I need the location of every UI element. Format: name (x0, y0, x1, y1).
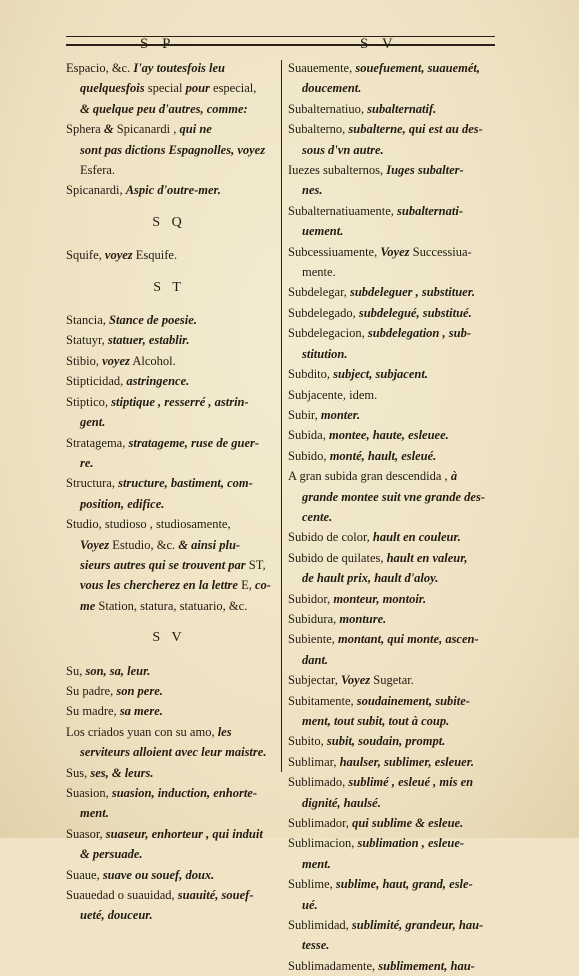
dictionary-entry (66, 371, 272, 391)
dictionary-entry (66, 722, 272, 763)
french-gloss: ué. (302, 897, 318, 912)
french-gloss: position, edifice. (80, 496, 165, 511)
dictionary-entry (288, 629, 493, 670)
dictionary-entry (66, 885, 272, 926)
dictionary-entry (66, 783, 272, 824)
entry-line (66, 514, 272, 534)
french-gloss: Aspic d'outre-mer. (125, 183, 221, 198)
french-gloss: sublimement, hau- (378, 958, 475, 973)
french-gloss: sieurs autres qui se trouvent par (80, 557, 246, 572)
entry-line (288, 589, 493, 609)
entry-line (66, 681, 272, 701)
dictionary-entry (288, 466, 493, 527)
entry-line (66, 371, 272, 391)
entry-line (66, 330, 272, 350)
dictionary-entry (288, 731, 493, 751)
french-gloss: monté, hault, esleué. (329, 448, 437, 463)
spanish-headword: Sublimidad, (288, 918, 352, 933)
entry-line (288, 895, 493, 915)
dictionary-entry (66, 701, 272, 721)
french-gloss: ueté, douceur. (80, 908, 153, 923)
dictionary-entry (288, 833, 493, 874)
entry-line (66, 119, 272, 139)
dictionary-entry (288, 99, 493, 119)
dictionary-entry (288, 385, 493, 405)
spanish-headword: Suaue, (66, 867, 103, 882)
french-gloss: pour (185, 81, 210, 96)
dictionary-entry (288, 956, 493, 976)
dictionary-entry (288, 670, 493, 690)
spanish-headword: Los criados yuan con su amo, (66, 724, 218, 739)
spanish-headword: Subalternatiuamente, (288, 203, 397, 218)
entry-line (66, 701, 272, 721)
entry-line (288, 364, 493, 384)
french-gloss: subdelegation , sub- (367, 326, 471, 341)
french-gloss: cente. (302, 509, 333, 524)
entry-line (66, 535, 272, 555)
french-gloss: uement. (302, 224, 344, 239)
spanish-headword: Espacio, &c. (66, 61, 134, 75)
spanish-headword: Subdelegado, (288, 305, 359, 320)
french-gloss: subit, soudain, prompt. (326, 734, 446, 749)
entry-line (66, 885, 272, 905)
french-gloss: qui ne (179, 122, 212, 137)
french-gloss: suaseur, enhorteur , qui induit (105, 826, 263, 841)
dictionary-entry (288, 548, 493, 589)
french-gloss: dant. (302, 652, 329, 667)
french-gloss: tesse. (302, 938, 330, 953)
column-divider (281, 60, 282, 772)
entry-line (288, 446, 493, 466)
entry-line (288, 385, 493, 405)
french-gloss: voyez (102, 353, 130, 368)
entry-line (288, 262, 493, 282)
entry-line (288, 242, 493, 262)
entry-line (66, 824, 272, 844)
dictionary-entry (288, 323, 493, 364)
spanish-headword: Iuezes subalternos, (288, 163, 387, 178)
spanish-headword: Subidura, (288, 611, 340, 626)
dictionary-entry (288, 691, 493, 732)
spanish-headword: Sus, (66, 765, 91, 780)
spanish-headword: mente. (302, 265, 336, 280)
entry-line (288, 670, 493, 690)
dictionary-entry (66, 330, 272, 350)
entry-line (288, 99, 493, 119)
entry-line (288, 344, 493, 364)
french-gloss: hault en couleur. (372, 530, 461, 545)
french-gloss: les (217, 724, 232, 739)
spanish-headword: Sublimador, (288, 816, 353, 831)
french-gloss: suasion, induction, enhorte- (111, 786, 258, 800)
french-gloss: Voyez (80, 537, 110, 552)
french-gloss: me (80, 598, 96, 613)
header-rule-thin (66, 36, 495, 37)
entry-line (66, 661, 272, 681)
french-gloss: qui sublime & esleue. (352, 816, 464, 831)
dictionary-entry (66, 763, 272, 783)
dictionary-entry (66, 433, 272, 474)
spanish-headword: Sphera (66, 122, 104, 137)
entry-line (288, 78, 493, 98)
running-head-right: S V (360, 36, 398, 52)
spanish-headword: Esfera. (80, 163, 116, 178)
entry-line (288, 119, 493, 139)
spanish-headword: Subjectar, (288, 673, 341, 688)
french-gloss: re. (80, 455, 94, 470)
french-gloss: sa mere. (119, 704, 163, 719)
french-gloss: astringence. (126, 374, 190, 389)
dictionary-entry (288, 242, 493, 283)
entry-line (288, 711, 493, 731)
spanish-headword: Subidor, (288, 591, 334, 606)
french-gloss: voyez (104, 248, 133, 263)
french-gloss: ment. (302, 856, 331, 871)
entry-line (288, 160, 493, 180)
entry-line (288, 956, 493, 976)
entry-line (66, 58, 272, 78)
french-gloss: quelquesfois (80, 81, 145, 96)
french-gloss: subalterne, qui est au des- (348, 122, 483, 137)
dictionary-entry (66, 681, 272, 701)
french-gloss: gent. (80, 415, 106, 430)
entry-line (288, 466, 493, 486)
dictionary-entry (288, 874, 493, 915)
entry-line (288, 650, 493, 670)
entry-line (66, 763, 272, 783)
entry-line (288, 813, 493, 833)
spanish-headword: Structura, (66, 476, 119, 491)
dictionary-entry (288, 752, 493, 772)
french-gloss: & quelque peu d'autres, comme: (80, 101, 248, 116)
spanish-headword: Sugetar. (370, 673, 414, 688)
spanish-headword: Suasor, (66, 826, 106, 841)
entry-line (66, 310, 272, 330)
french-gloss: montant, qui monte, ascen- (338, 632, 479, 647)
dictionary-entry (288, 589, 493, 609)
entry-line (288, 874, 493, 894)
entry-line (288, 568, 493, 588)
french-gloss: sont pas dictions Espagnolles, voyez (80, 142, 266, 157)
french-gloss: suave ou souef, doux. (102, 867, 215, 882)
entry-line (288, 935, 493, 955)
spanish-headword: Su padre, (66, 683, 117, 698)
french-gloss: subalternati- (397, 203, 463, 218)
spanish-headword: Subito, (288, 734, 327, 749)
entry-line (66, 392, 272, 412)
french-gloss: suauité, souef- (177, 888, 254, 903)
dictionary-entry (66, 661, 272, 681)
spanish-headword: Spicanardi, (66, 183, 126, 198)
running-head-left: S P (140, 36, 176, 52)
french-gloss: Voyez (380, 244, 410, 259)
french-gloss: son, sa, leur. (85, 663, 151, 678)
entry-line (288, 507, 493, 527)
french-gloss: & ainsi plu- (178, 537, 241, 552)
entry-line (288, 282, 493, 302)
dictionary-entry (66, 473, 272, 514)
dictionary-entry (66, 58, 272, 119)
french-gloss: montee, haute, esleuee. (328, 428, 449, 443)
dictionary-entry (66, 514, 272, 616)
french-gloss: hault en valeur, (386, 550, 468, 565)
entry-line (66, 453, 272, 473)
entry-line (66, 742, 272, 762)
dictionary-entry (288, 58, 493, 99)
dictionary-entry (288, 201, 493, 242)
spanish-headword: Statuyr, (66, 333, 108, 348)
french-gloss: dignité, haulsé. (302, 795, 381, 810)
dictionary-entry (66, 824, 272, 865)
dictionary-entry (66, 310, 272, 330)
spanish-headword: Stratagema, (66, 435, 129, 450)
spanish-headword: Su madre, (66, 704, 120, 719)
spanish-headword: Stancia, (66, 313, 110, 328)
entry-line (288, 221, 493, 241)
spanish-headword: Sublime, (288, 877, 336, 892)
spanish-headword: Subalterno, (288, 122, 349, 137)
right-column (288, 58, 493, 976)
spanish-headword: Subcessiuamente, (288, 244, 381, 259)
spanish-headword: Alcohol. (129, 353, 176, 368)
entry-line (66, 722, 272, 742)
spanish-headword: Suasion, (66, 786, 112, 800)
entry-line (66, 905, 272, 925)
french-gloss: I'ay toutesfois leu (133, 61, 226, 75)
french-gloss: Iuges subalter- (386, 163, 464, 178)
entry-line (288, 140, 493, 160)
dictionary-entry (288, 119, 493, 160)
french-gloss: grande montee suit vne grande des- (302, 489, 485, 504)
entry-line (288, 833, 493, 853)
spanish-headword: Subida, (288, 428, 329, 443)
french-gloss: sublime, haut, grand, esle- (335, 877, 473, 892)
spanish-headword: Sublimado, (288, 775, 349, 790)
entry-line (66, 473, 272, 493)
spanish-headword: ST, (245, 557, 266, 572)
section-heading: S V (152, 630, 186, 646)
section-heading: S T (153, 279, 185, 295)
spanish-headword: especial, (209, 81, 257, 96)
dictionary-entry (66, 119, 272, 180)
dictionary-entry (288, 303, 493, 323)
french-gloss: sublimé , esleué , mis en (348, 775, 474, 790)
entry-line (288, 405, 493, 425)
dictionary-entry (288, 609, 493, 629)
french-gloss: & (103, 122, 114, 137)
french-gloss: sublimité, grandeur, hau- (351, 918, 484, 933)
french-gloss: ment. (80, 806, 109, 821)
spanish-headword: Subjacente, idem. (288, 387, 378, 402)
entry-line (66, 412, 272, 432)
dictionary-entry (288, 425, 493, 445)
entry-line (288, 58, 493, 78)
french-gloss: haulser, sublimer, esleuer. (339, 754, 474, 769)
spanish-headword: Subalternatiuo, (288, 101, 368, 116)
spanish-headword: Station, statura, statuario, &c. (95, 598, 248, 613)
french-gloss: co- (254, 578, 271, 593)
entry-line (66, 803, 272, 823)
spanish-headword: Subdelegacion, (288, 326, 368, 341)
entry-line (288, 691, 493, 711)
entry-line (288, 752, 493, 772)
french-gloss: à (450, 469, 458, 484)
dictionary-entry (66, 245, 272, 265)
entry-line (288, 180, 493, 200)
entry-line (288, 487, 493, 507)
dictionary-entry (288, 364, 493, 384)
entry-line (288, 303, 493, 323)
spanish-headword: Stiptico, (66, 394, 112, 409)
french-gloss: & persuade. (80, 847, 143, 862)
dictionary-entry (288, 282, 493, 302)
french-gloss: son pere. (116, 683, 163, 698)
entry-line (288, 201, 493, 221)
dictionary-entry (66, 392, 272, 433)
entry-line (66, 245, 272, 265)
spanish-headword: A gran subida gran descendida , (288, 469, 451, 484)
entry-line (66, 844, 272, 864)
spanish-headword: Sublimar, (288, 754, 340, 769)
dictionary-entry (66, 865, 272, 885)
french-gloss: statuer, establir. (107, 333, 190, 348)
french-gloss: souefuement, suauemét, (355, 61, 481, 75)
spanish-headword: Subdelegar, (288, 285, 350, 300)
entry-line (66, 575, 272, 595)
spanish-headword: Subitamente, (288, 693, 357, 708)
entry-line (288, 609, 493, 629)
spanish-headword: Studio, studioso , studiosamente, (66, 517, 231, 532)
spanish-headword: Sublimacion, (288, 836, 358, 851)
header-rule (66, 44, 495, 46)
entry-line (288, 772, 493, 792)
entry-line (66, 99, 272, 119)
spanish-headword: Esquife. (132, 248, 178, 263)
french-gloss: subdeleguer , substituer. (349, 285, 476, 300)
entry-line (66, 78, 272, 98)
french-gloss: monteur, montoir. (333, 591, 427, 606)
dictionary-entry (288, 527, 493, 547)
french-gloss: stratageme, ruse de guer- (128, 435, 260, 450)
dictionary-entry (66, 180, 272, 200)
french-gloss: stiptique , resserré , astrin- (111, 394, 249, 409)
spanish-headword: Subiente, (288, 632, 338, 647)
spanish-headword: E, (237, 578, 255, 593)
french-gloss: subject, subjacent. (333, 367, 428, 382)
french-gloss: sublimation , esleue- (357, 836, 465, 851)
dictionary-entry (288, 160, 493, 201)
spanish-headword: Successiua- (409, 244, 472, 259)
french-gloss: ses, & leurs. (90, 765, 154, 780)
french-gloss: Stance de poesie. (109, 313, 197, 328)
spanish-headword: Suauedad o suauidad, (66, 888, 178, 903)
entry-line (66, 351, 272, 371)
entry-line (66, 180, 272, 200)
entry-line (288, 323, 493, 343)
spanish-headword: Estudio, &c. (109, 537, 179, 552)
dictionary-entry (288, 405, 493, 425)
entry-line (288, 854, 493, 874)
entry-line (288, 915, 493, 935)
spanish-headword: Subido, (288, 448, 330, 463)
dictionary-entry (288, 446, 493, 466)
french-gloss: de hault prix, hault d'aloy. (302, 571, 439, 586)
french-gloss: monter. (320, 407, 361, 422)
spanish-headword: Subido de quilates, (288, 550, 387, 565)
entry-line (288, 527, 493, 547)
entry-line (288, 548, 493, 568)
entry-line (288, 793, 493, 813)
french-gloss: serviteurs alloient avec leur maistre. (80, 745, 267, 760)
spanish-headword: Subido de color, (288, 530, 373, 545)
dictionary-entry (66, 351, 272, 371)
spanish-headword: Spicanardi , (113, 122, 180, 137)
dictionary-entry (288, 813, 493, 833)
dictionary-entry (288, 772, 493, 813)
spanish-headword: Sublimadamente, (288, 958, 379, 973)
entry-line (66, 494, 272, 514)
spanish-headword: Subir, (288, 407, 321, 422)
spanish-headword: special (144, 81, 186, 96)
spanish-headword: Stipticidad, (66, 374, 127, 389)
dictionary-entry (288, 915, 493, 956)
entry-line (66, 865, 272, 885)
french-gloss: subalternatif. (367, 101, 437, 116)
entry-line (66, 160, 272, 180)
french-gloss: ment, tout subit, tout à coup. (302, 714, 450, 728)
french-gloss: doucement. (302, 81, 362, 96)
entry-line (288, 731, 493, 751)
spanish-headword: Su, (66, 663, 86, 678)
section-heading: S Q (152, 214, 186, 230)
entry-line (66, 783, 272, 803)
french-gloss: soudainement, subite- (356, 693, 470, 708)
entry-line (66, 596, 272, 616)
french-gloss: Voyez (340, 673, 371, 688)
entry-line (288, 425, 493, 445)
french-gloss: sous d'vn autre. (302, 142, 384, 157)
spanish-headword: Stibio, (66, 353, 103, 368)
french-gloss: stitution. (302, 346, 348, 361)
spanish-headword: Subdito, (288, 367, 334, 382)
entry-line (66, 140, 272, 160)
spanish-headword: Suauemente, (288, 61, 356, 75)
entry-line (66, 433, 272, 453)
spanish-headword: Squife, (66, 248, 105, 263)
french-gloss: vous les chercherez en la lettre (80, 578, 238, 593)
entry-line (66, 555, 272, 575)
left-column (66, 58, 272, 926)
french-gloss: monture. (339, 611, 387, 626)
french-gloss: structure, bastiment, com- (118, 476, 253, 491)
french-gloss: nes. (302, 183, 323, 198)
entry-line (288, 629, 493, 649)
french-gloss: subdelegué, substitué. (358, 305, 472, 320)
